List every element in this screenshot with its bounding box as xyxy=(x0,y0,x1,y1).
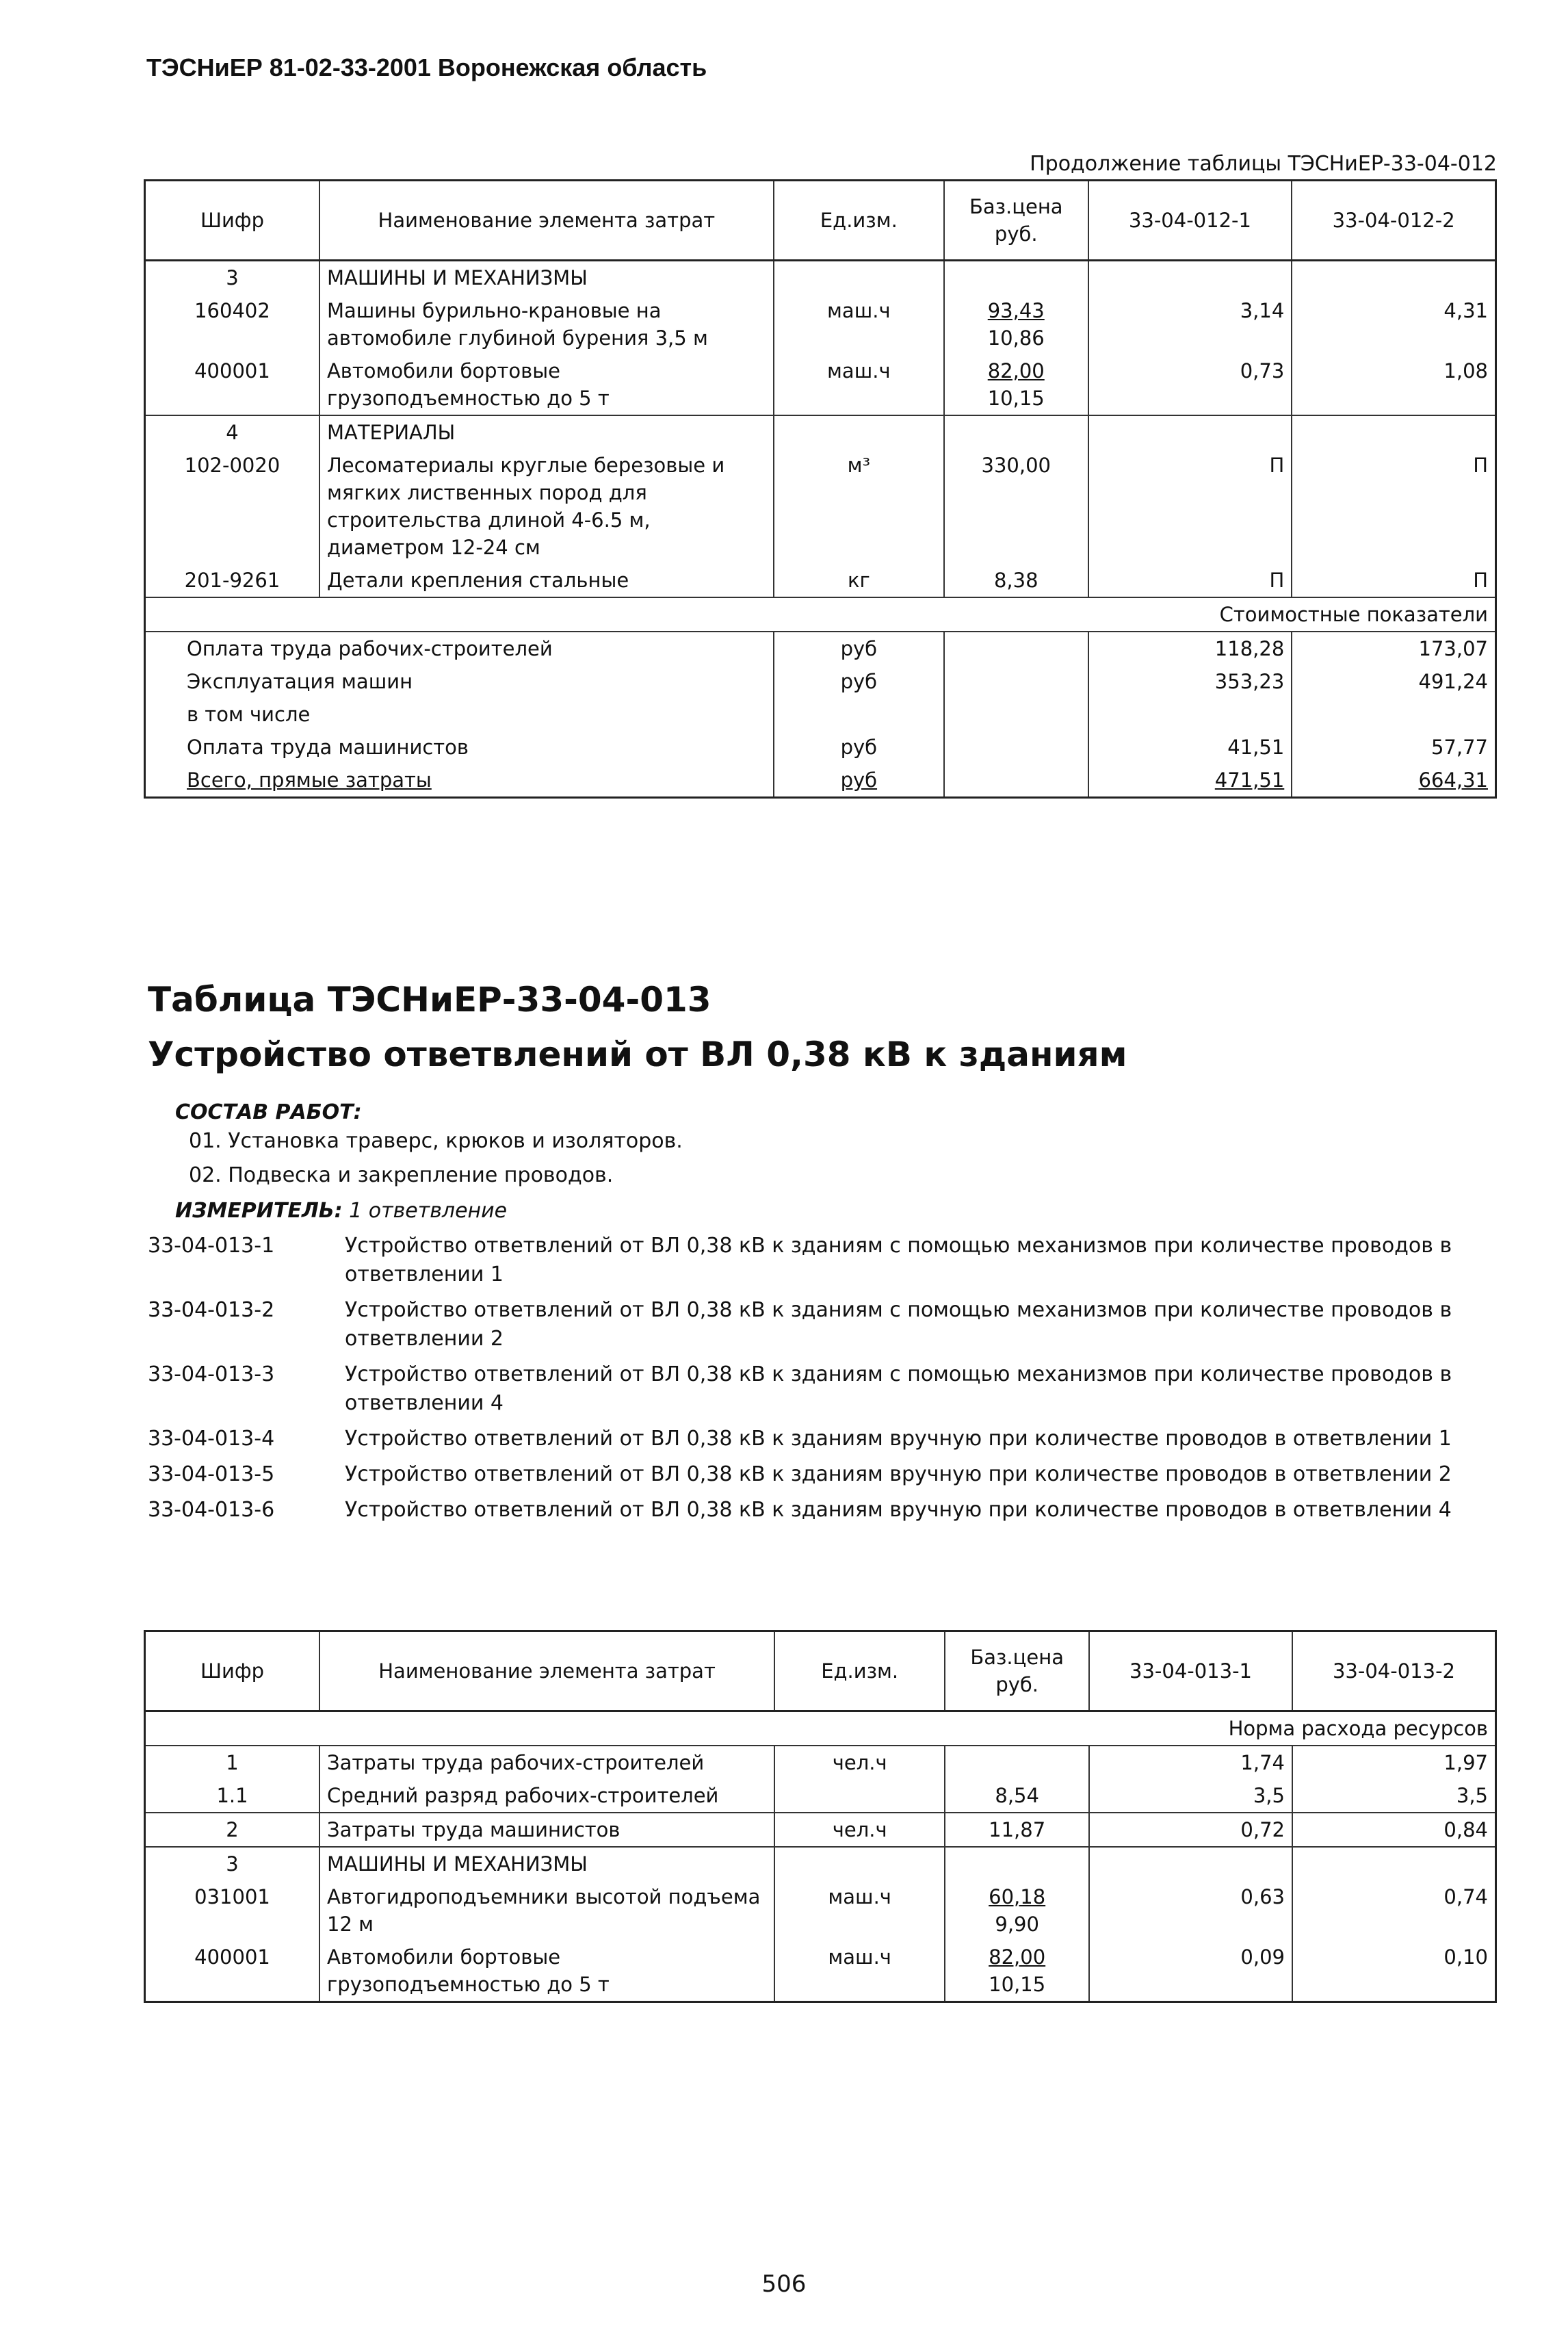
row-value-1: 0,72 xyxy=(1089,1813,1292,1847)
row-price-machinist: 10,15 xyxy=(987,387,1045,410)
total-unit: руб xyxy=(774,764,944,798)
row-price: 82,00 xyxy=(989,1945,1046,1969)
row-value-2: П xyxy=(1292,564,1495,597)
total-value-2: 57,77 xyxy=(1292,731,1495,764)
row-code: 031001 xyxy=(194,1885,270,1908)
table-continuation-caption: Продолжение таблицы ТЭСНиЕР-33-04-012 xyxy=(1030,152,1497,176)
table-row xyxy=(145,261,1496,295)
table-row xyxy=(145,354,1496,415)
table-title: Таблица ТЭСНиЕР-33-04-013 xyxy=(148,980,711,1020)
position-code: 33-04-013-3 xyxy=(148,1362,275,1386)
table-subcaption-row xyxy=(145,597,1496,632)
col-header-code: Шифр xyxy=(145,181,319,261)
list-item xyxy=(148,1360,1495,1418)
row-code: 2 xyxy=(226,1818,239,1841)
total-label: Эксплуатация машин xyxy=(187,670,413,693)
row-name: МАШИНЫ И МЕХАНИЗМЫ xyxy=(319,261,774,295)
row-value-1: 0,09 xyxy=(1089,1941,1292,2002)
row-price-machinist: 10,15 xyxy=(989,1973,1046,1996)
cost-indicators-caption: Стоимостные показатели xyxy=(145,597,1496,632)
total-row xyxy=(145,665,1496,698)
total-row xyxy=(145,698,1496,731)
row-unit: маш.ч xyxy=(774,1880,945,1941)
list-item xyxy=(148,1460,1495,1489)
row-value-2: 1,97 xyxy=(1292,1746,1496,1779)
col-header-price: Баз.цена руб. xyxy=(944,181,1088,261)
table-row xyxy=(145,1941,1496,2002)
meter-value: 1 ответвление xyxy=(349,1199,508,1223)
col-header-price: Баз.цена руб. xyxy=(945,1631,1089,1711)
row-value-2: 0,10 xyxy=(1292,1941,1496,2002)
total-value-2: 664,31 xyxy=(1292,764,1495,798)
position-code: 33-04-013-1 xyxy=(148,1234,275,1258)
row-value-2: 0,74 xyxy=(1292,1880,1496,1941)
table-header-row xyxy=(145,181,1496,261)
position-code: 33-04-013-4 xyxy=(148,1427,275,1451)
work-composition-label: СОСТАВ РАБОТ: xyxy=(175,1100,362,1124)
total-value-1: 118,28 xyxy=(1088,632,1292,665)
list-item xyxy=(148,1496,1495,1525)
row-price: 8,38 xyxy=(944,564,1088,597)
row-value-1: 0,63 xyxy=(1089,1880,1292,1941)
row-name: Затраты труда рабочих-строителей xyxy=(319,1746,774,1779)
row-unit: м³ xyxy=(774,449,944,564)
running-header: ТЭСНиЕР 81-02-33-2001 Воронежская область xyxy=(146,53,707,81)
row-code: 400001 xyxy=(194,1945,270,1969)
total-label: в том числе xyxy=(187,703,311,726)
table-row xyxy=(145,564,1496,597)
position-code: 33-04-013-6 xyxy=(148,1498,275,1522)
table-row xyxy=(145,415,1496,449)
row-price: 11,87 xyxy=(945,1813,1089,1847)
work-item: 02. Подвеска и закрепление проводов. xyxy=(189,1163,614,1187)
row-value-1: П xyxy=(1088,564,1292,597)
table-row xyxy=(145,294,1496,354)
total-label: Оплата труда машинистов xyxy=(187,736,469,759)
total-value-1: 353,23 xyxy=(1088,665,1292,698)
row-name: Детали крепления стальные xyxy=(319,564,774,597)
row-code: 3 xyxy=(226,1852,239,1876)
total-label: Оплата труда рабочих-строителей xyxy=(187,637,553,660)
row-code: 3 xyxy=(226,266,239,289)
meter-line xyxy=(175,1199,507,1223)
total-value-2: 491,24 xyxy=(1292,665,1495,698)
table-row xyxy=(145,1880,1496,1941)
total-value-1: 471,51 xyxy=(1088,764,1292,798)
total-row xyxy=(145,731,1496,764)
col-header-v2: 33-04-013-2 xyxy=(1292,1631,1496,1711)
row-unit: маш.ч xyxy=(774,354,944,415)
table-row xyxy=(145,1779,1496,1813)
row-price: 93,43 xyxy=(987,299,1045,322)
col-header-code: Шифр xyxy=(145,1631,320,1711)
row-code: 4 xyxy=(226,421,239,444)
row-price xyxy=(945,1746,1089,1779)
row-code: 1.1 xyxy=(216,1784,248,1807)
total-value-2: 173,07 xyxy=(1292,632,1495,665)
col-header-name: Наименование элемента затрат xyxy=(319,181,774,261)
position-text: Устройство ответвлений от ВЛ 0,38 кВ к зданиям с помощью механизмов при количестве проводов в ответвлении 1 xyxy=(345,1234,1452,1286)
row-value-1: П xyxy=(1088,449,1292,564)
list-item xyxy=(148,1232,1495,1289)
position-code: 33-04-013-2 xyxy=(148,1298,275,1322)
table-row xyxy=(145,1746,1496,1779)
col-header-name: Наименование элемента затрат xyxy=(319,1631,774,1711)
list-item xyxy=(148,1296,1495,1353)
row-value-2: П xyxy=(1292,449,1495,564)
row-code: 201-9261 xyxy=(184,569,280,592)
position-text: Устройство ответвлений от ВЛ 0,38 кВ к зданиям вручную при количестве проводов в ответвлении 2 xyxy=(345,1462,1452,1486)
list-item xyxy=(148,1425,1495,1453)
positions-list xyxy=(148,1232,1495,1531)
row-code: 1 xyxy=(226,1751,239,1774)
row-value-2: 4,31 xyxy=(1292,294,1495,354)
total-row xyxy=(145,632,1496,665)
total-label: Всего, прямые затраты xyxy=(187,768,432,792)
col-header-v1: 33-04-013-1 xyxy=(1089,1631,1292,1711)
table-row xyxy=(145,1847,1496,1880)
total-unit: руб xyxy=(774,632,944,665)
position-code: 33-04-013-5 xyxy=(148,1462,275,1486)
row-unit: чел.ч xyxy=(774,1813,945,1847)
row-unit: чел.ч xyxy=(774,1746,945,1779)
row-value-1: 3,5 xyxy=(1089,1779,1292,1813)
resource-table-013 xyxy=(144,1630,1497,2003)
row-name: Автомобили бортовые грузоподъемностью до 5 т xyxy=(319,354,774,415)
row-unit: маш.ч xyxy=(774,294,944,354)
row-value-1: 0,73 xyxy=(1088,354,1292,415)
col-header-v1: 33-04-012-1 xyxy=(1088,181,1292,261)
position-text: Устройство ответвлений от ВЛ 0,38 кВ к зданиям вручную при количестве проводов в ответвлении 4 xyxy=(345,1498,1452,1522)
row-price-machinist: 10,86 xyxy=(987,326,1045,350)
row-price: 60,18 xyxy=(989,1885,1046,1908)
table-subcaption-row xyxy=(145,1711,1496,1746)
work-item: 01. Установка траверс, крюков и изоляторов. xyxy=(189,1129,683,1153)
total-unit: руб xyxy=(774,665,944,698)
resource-norm-caption: Норма расхода ресурсов xyxy=(145,1711,1496,1746)
row-name: МАШИНЫ И МЕХАНИЗМЫ xyxy=(319,1847,774,1880)
total-row xyxy=(145,764,1496,798)
table-header-row xyxy=(145,1631,1496,1711)
row-value-1: 3,14 xyxy=(1088,294,1292,354)
row-unit xyxy=(774,1779,945,1813)
row-name: Машины бурильно-крановые на автомобиле глубиной бурения 3,5 м xyxy=(319,294,774,354)
row-value-2: 3,5 xyxy=(1292,1779,1496,1813)
row-code: 102-0020 xyxy=(184,454,280,477)
row-unit: маш.ч xyxy=(774,1941,945,2002)
row-value-2: 1,08 xyxy=(1292,354,1495,415)
col-header-unit: Ед.изм. xyxy=(774,181,944,261)
col-header-unit: Ед.изм. xyxy=(774,1631,945,1711)
row-value-1: 1,74 xyxy=(1089,1746,1292,1779)
row-name: Затраты труда машинистов xyxy=(319,1813,774,1847)
table-subtitle: Устройство ответвлений от ВЛ 0,38 кВ к зданиям xyxy=(148,1035,1127,1074)
row-name: МАТЕРИАЛЫ xyxy=(319,415,774,449)
total-unit: руб xyxy=(774,731,944,764)
page-number: 506 xyxy=(761,2270,807,2298)
table-row xyxy=(145,449,1496,564)
row-price: 82,00 xyxy=(987,359,1045,383)
row-value-2: 0,84 xyxy=(1292,1813,1496,1847)
position-text: Устройство ответвлений от ВЛ 0,38 кВ к зданиям вручную при количестве проводов в ответвлении 1 xyxy=(345,1427,1452,1451)
resource-table-012 xyxy=(144,179,1497,799)
total-value-1: 41,51 xyxy=(1088,731,1292,764)
meter-label: ИЗМЕРИТЕЛЬ: xyxy=(175,1199,343,1223)
row-name: Средний разряд рабочих-строителей xyxy=(319,1779,774,1813)
row-name: Автогидроподъемники высотой подъема 12 м xyxy=(319,1880,774,1941)
row-name: Автомобили бортовые грузоподъемностью до 5 т xyxy=(319,1941,774,2002)
row-name: Лесоматериалы круглые березовые и мягких лиственных пород для строительства длиной 4-6.5 м, диаметром 12-24 см xyxy=(319,449,774,564)
table-row xyxy=(145,1813,1496,1847)
row-code: 400001 xyxy=(194,359,270,383)
row-price-machinist: 9,90 xyxy=(995,1913,1039,1936)
row-price: 8,54 xyxy=(945,1779,1089,1813)
row-code: 160402 xyxy=(194,299,270,322)
row-unit: кг xyxy=(774,564,944,597)
row-price: 330,00 xyxy=(944,449,1088,564)
position-text: Устройство ответвлений от ВЛ 0,38 кВ к зданиям с помощью механизмов при количестве проводов в ответвлении 4 xyxy=(345,1362,1452,1415)
position-text: Устройство ответвлений от ВЛ 0,38 кВ к зданиям с помощью механизмов при количестве проводов в ответвлении 2 xyxy=(345,1298,1452,1351)
col-header-v2: 33-04-012-2 xyxy=(1292,181,1495,261)
